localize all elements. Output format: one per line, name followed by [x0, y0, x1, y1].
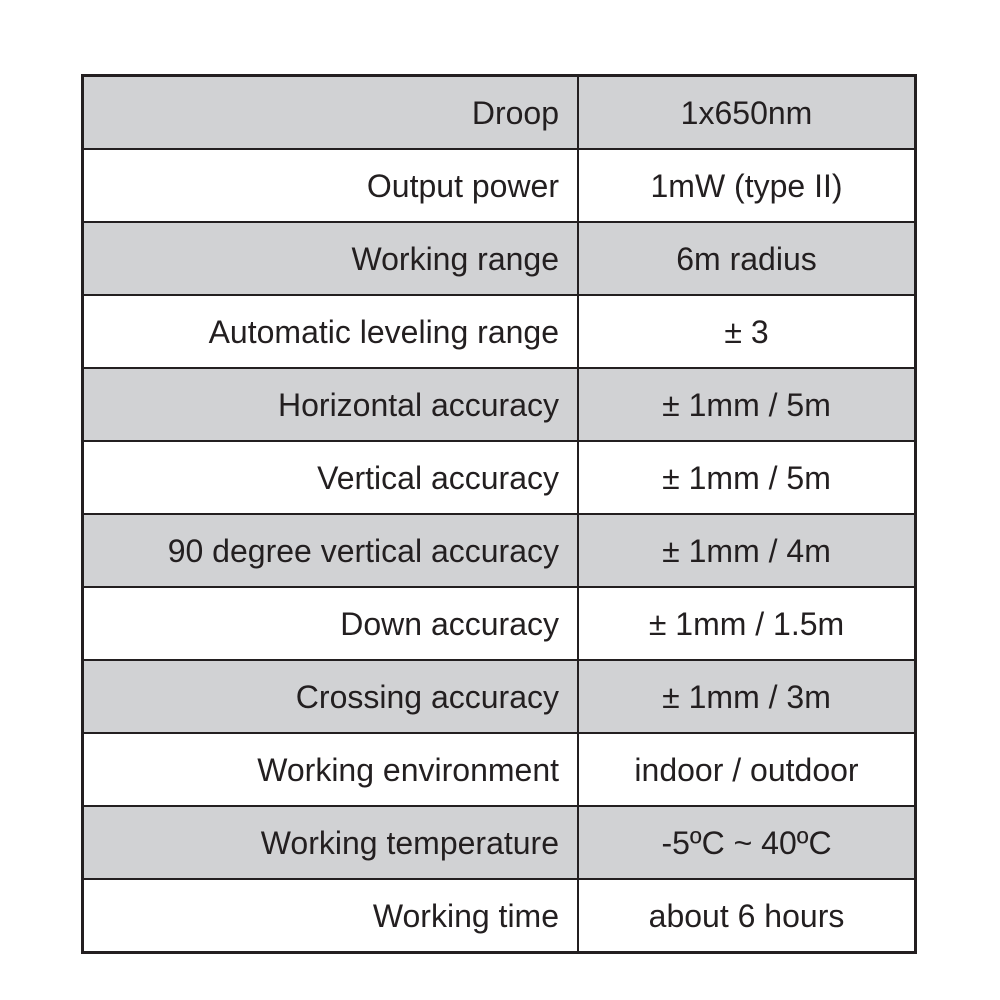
spec-label: Output power	[83, 149, 579, 222]
spec-label: Working time	[83, 879, 579, 953]
spec-value: 1mW (type II)	[578, 149, 916, 222]
spec-value: ± 3	[578, 295, 916, 368]
spec-row	[83, 76, 916, 150]
spec-row	[83, 222, 916, 295]
spec-label: 90 degree vertical accuracy	[83, 514, 579, 587]
spec-label: Automatic leveling range	[83, 295, 579, 368]
spec-value: ± 1mm / 1.5m	[578, 587, 916, 660]
spec-row	[83, 806, 916, 879]
spec-value: -5ºC ~ 40ºC	[578, 806, 916, 879]
spec-label: Vertical accuracy	[83, 441, 579, 514]
spec-value: ± 1mm / 4m	[578, 514, 916, 587]
spec-row	[83, 587, 916, 660]
spec-label: Working environment	[83, 733, 579, 806]
spec-label: Working range	[83, 222, 579, 295]
spec-row	[83, 149, 916, 222]
spec-value: ± 1mm / 5m	[578, 368, 916, 441]
spec-row	[83, 295, 916, 368]
spec-value: 6m radius	[578, 222, 916, 295]
spec-value: about 6 hours	[578, 879, 916, 953]
spec-row	[83, 368, 916, 441]
spec-row	[83, 441, 916, 514]
spec-label: Crossing accuracy	[83, 660, 579, 733]
spec-row	[83, 879, 916, 953]
spec-table-body	[83, 76, 916, 953]
spec-label: Droop	[83, 76, 579, 150]
spec-row	[83, 733, 916, 806]
spec-label: Horizontal accuracy	[83, 368, 579, 441]
spec-value: ± 1mm / 5m	[578, 441, 916, 514]
spec-table	[81, 74, 917, 954]
spec-row	[83, 514, 916, 587]
spec-value: 1x650nm	[578, 76, 916, 150]
spec-value: ± 1mm / 3m	[578, 660, 916, 733]
spec-label: Working temperature	[83, 806, 579, 879]
spec-label: Down accuracy	[83, 587, 579, 660]
spec-value: indoor / outdoor	[578, 733, 916, 806]
spec-row	[83, 660, 916, 733]
